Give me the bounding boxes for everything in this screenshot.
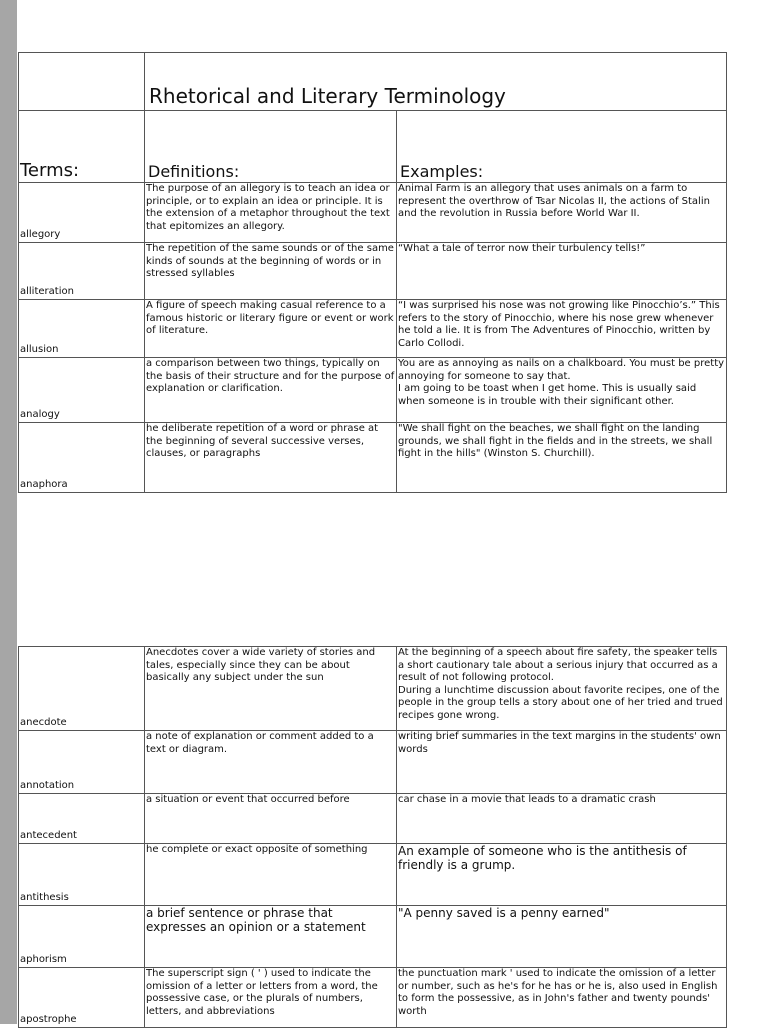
definition-cell: The superscript sign ( ' ) used to indicate the omission of a letter or letters from a word, the possessive case, or the plurals of numbers, letters, and abbreviations <box>145 968 397 1028</box>
title-blank-cell <box>19 53 145 111</box>
example-cell: writing brief summaries in the text margins in the students' own words <box>397 731 727 794</box>
term-cell: annotation <box>19 731 145 794</box>
definition-cell: he complete or exact opposite of something <box>145 844 397 906</box>
table-row <box>19 647 727 731</box>
table-row <box>19 243 727 300</box>
example-cell: "A penny saved is a penny earned" <box>397 906 727 968</box>
table-row <box>19 794 727 844</box>
term-cell: anaphora <box>19 423 145 493</box>
header-examples: Examples: <box>397 111 727 183</box>
header-definitions: Definitions: <box>145 111 397 183</box>
table-row <box>19 731 727 794</box>
terminology-table-2 <box>18 646 727 1028</box>
table-row <box>19 358 727 423</box>
example-cell: You are as annoying as nails on a chalkboard. You must be pretty annoying for someone to say that. I am going to be toast when I get home. This is usually said when someone is in trouble with their significant other. <box>397 358 727 423</box>
table-row <box>19 906 727 968</box>
left-margin-bar <box>0 0 17 1024</box>
term-cell: alliteration <box>19 243 145 300</box>
term-cell: anecdote <box>19 647 145 731</box>
title-row <box>19 53 727 111</box>
example-cell: An example of someone who is the antithesis of friendly is a grump. <box>397 844 727 906</box>
example-cell: Animal Farm is an allegory that uses animals on a farm to represent the overthrow of Tsar Nicolas II, the actions of Stalin and the revolution in Russia before World War II. <box>397 183 727 243</box>
header-row <box>19 111 727 183</box>
definition-cell: a brief sentence or phrase that expresses an opinion or a statement <box>145 906 397 968</box>
example-cell: the punctuation mark ' used to indicate the omission of a letter or number, such as he's for he has or he is, also used in English to form the possessive, as in John's father and twenty pounds' worth <box>397 968 727 1028</box>
definition-cell: Anecdotes cover a wide variety of stories and tales, especially since they can be about basically any subject under the sun <box>145 647 397 731</box>
terminology-table-1 <box>18 52 727 493</box>
example-cell: “What a tale of terror now their turbulency tells!” <box>397 243 727 300</box>
table-row <box>19 423 727 493</box>
term-cell: antithesis <box>19 844 145 906</box>
term-cell: antecedent <box>19 794 145 844</box>
term-cell: allusion <box>19 300 145 358</box>
definition-cell: The purpose of an allegory is to teach an idea or principle, or to explain an idea or principle. It is the extension of a metaphor throughout the text that epitomizes an allegory. <box>145 183 397 243</box>
table-row <box>19 968 727 1028</box>
definition-cell: The repetition of the same sounds or of the same kinds of sounds at the beginning of words or in stressed syllables <box>145 243 397 300</box>
example-cell: “I was surprised his nose was not growing like Pinocchio’s.” This refers to the story of Pinocchio, where his nose grew whenever he told a lie. It is from The Adventures of Pinocchio, written by Carlo Collodi. <box>397 300 727 358</box>
definition-cell: a note of explanation or comment added to a text or diagram. <box>145 731 397 794</box>
definition-cell: a situation or event that occurred before <box>145 794 397 844</box>
example-cell: "We shall fight on the beaches, we shall fight on the landing grounds, we shall fight in the fields and in the streets, we shall fight in the hills" (Winston S. Churchill). <box>397 423 727 493</box>
table-row <box>19 844 727 906</box>
page-title: Rhetorical and Literary Terminology <box>145 53 727 111</box>
table-row <box>19 300 727 358</box>
table-row <box>19 183 727 243</box>
term-cell: allegory <box>19 183 145 243</box>
definition-cell: A figure of speech making casual reference to a famous historic or literary figure or event or work of literature. <box>145 300 397 358</box>
term-cell: analogy <box>19 358 145 423</box>
definition-cell: a comparison between two things, typically on the basis of their structure and for the purpose of explanation or clarification. <box>145 358 397 423</box>
header-terms: Terms: <box>19 111 145 183</box>
example-cell: car chase in a movie that leads to a dramatic crash <box>397 794 727 844</box>
definition-cell: he deliberate repetition of a word or phrase at the beginning of several successive verses, clauses, or paragraphs <box>145 423 397 493</box>
example-cell: At the beginning of a speech about fire safety, the speaker tells a short cautionary tale about a serious injury that occurred as a result of not following protocol. During a lunchtime discussion about favorite recipes, one of the people in the group tells a story about one of her tried and trued recipes gone wrong. <box>397 647 727 731</box>
term-cell: apostrophe <box>19 968 145 1028</box>
term-cell: aphorism <box>19 906 145 968</box>
